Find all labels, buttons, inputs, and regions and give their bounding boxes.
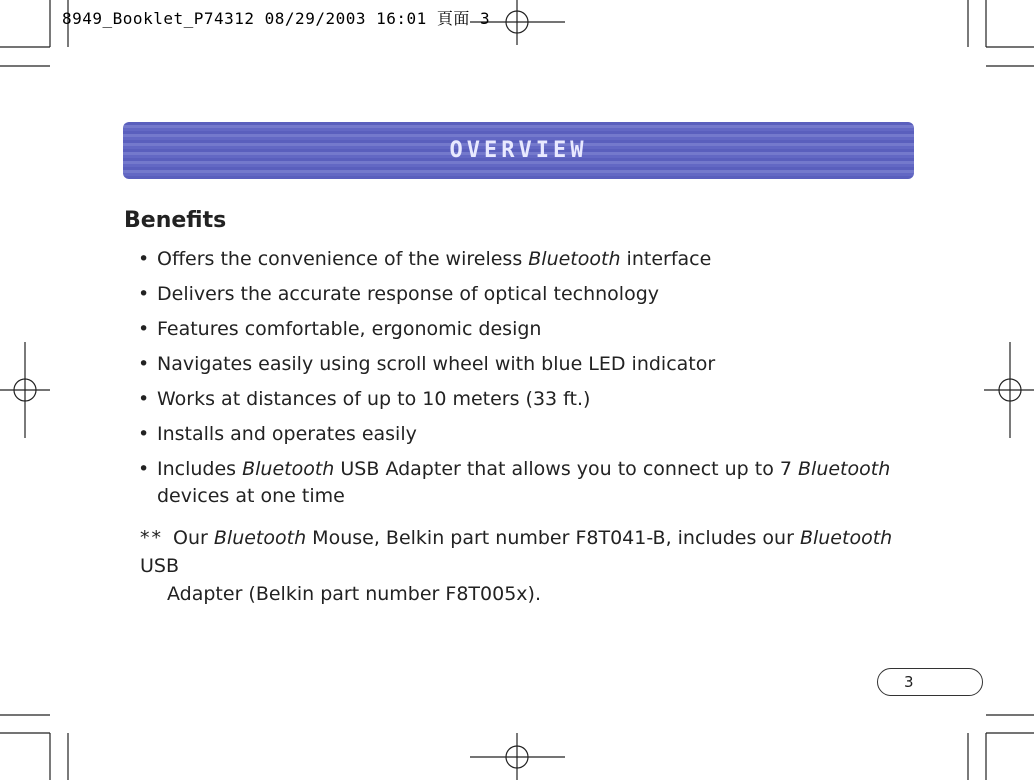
bullet-icon: • bbox=[138, 318, 150, 340]
list-item bbox=[138, 386, 898, 413]
item-text: Delivers the accurate response of optical technology bbox=[157, 283, 660, 305]
footnote bbox=[140, 524, 900, 608]
bullet-icon: • bbox=[138, 248, 150, 270]
footnote-emphasis: Bluetooth bbox=[213, 527, 307, 549]
banner-title: OVERVIEW bbox=[449, 138, 588, 163]
list-item bbox=[138, 316, 898, 343]
item-text: USB Adapter that allows you to connect up to 7 bbox=[334, 458, 799, 480]
footnote-line-2: Adapter (Belkin part number F8T005x). bbox=[167, 583, 541, 605]
footnote-emphasis: Bluetooth bbox=[799, 527, 893, 549]
item-text: Works at distances of up to 10 meters (33 ft.) bbox=[157, 388, 591, 410]
page-number: 3 bbox=[904, 673, 914, 691]
registration-mark-right bbox=[984, 342, 1034, 438]
section-heading: Benefits bbox=[124, 208, 227, 233]
list-item bbox=[138, 456, 898, 510]
list-item bbox=[138, 246, 898, 273]
registration-mark-bottom bbox=[470, 733, 565, 780]
item-text: Navigates easily using scroll wheel with blue LED indicator bbox=[157, 353, 716, 375]
item-emphasis: Bluetooth bbox=[242, 458, 335, 480]
list-item bbox=[138, 421, 898, 448]
item-text: interface bbox=[620, 248, 712, 270]
bullet-icon: • bbox=[138, 458, 150, 480]
footnote-text: Mouse, Belkin part number F8T041-B, includes our bbox=[306, 527, 800, 549]
bullet-icon: • bbox=[138, 388, 150, 410]
item-text: devices at one time bbox=[157, 485, 345, 507]
item-text: Includes bbox=[157, 458, 243, 480]
list-item bbox=[138, 281, 898, 308]
page-number-tab bbox=[877, 668, 983, 696]
list-item bbox=[138, 351, 898, 378]
benefits-list bbox=[138, 246, 898, 518]
item-text: Installs and operates easily bbox=[157, 423, 417, 445]
overview-banner bbox=[123, 122, 914, 179]
item-emphasis: Bluetooth bbox=[798, 458, 891, 480]
registration-mark-left bbox=[0, 342, 50, 438]
bullet-icon: • bbox=[138, 283, 150, 305]
bullet-icon: • bbox=[138, 353, 150, 375]
item-text: Offers the convenience of the wireless bbox=[157, 248, 529, 270]
footnote-text: Our bbox=[167, 527, 214, 549]
item-text: Features comfortable, ergonomic design bbox=[157, 318, 542, 340]
bullet-icon: • bbox=[138, 423, 150, 445]
print-slug: 8949_Booklet_P74312 08/29/2003 16:01 頁面 3 bbox=[62, 9, 491, 28]
footnote-marker: ** bbox=[140, 527, 163, 549]
item-emphasis: Bluetooth bbox=[528, 248, 621, 270]
footnote-text: USB bbox=[140, 555, 180, 577]
